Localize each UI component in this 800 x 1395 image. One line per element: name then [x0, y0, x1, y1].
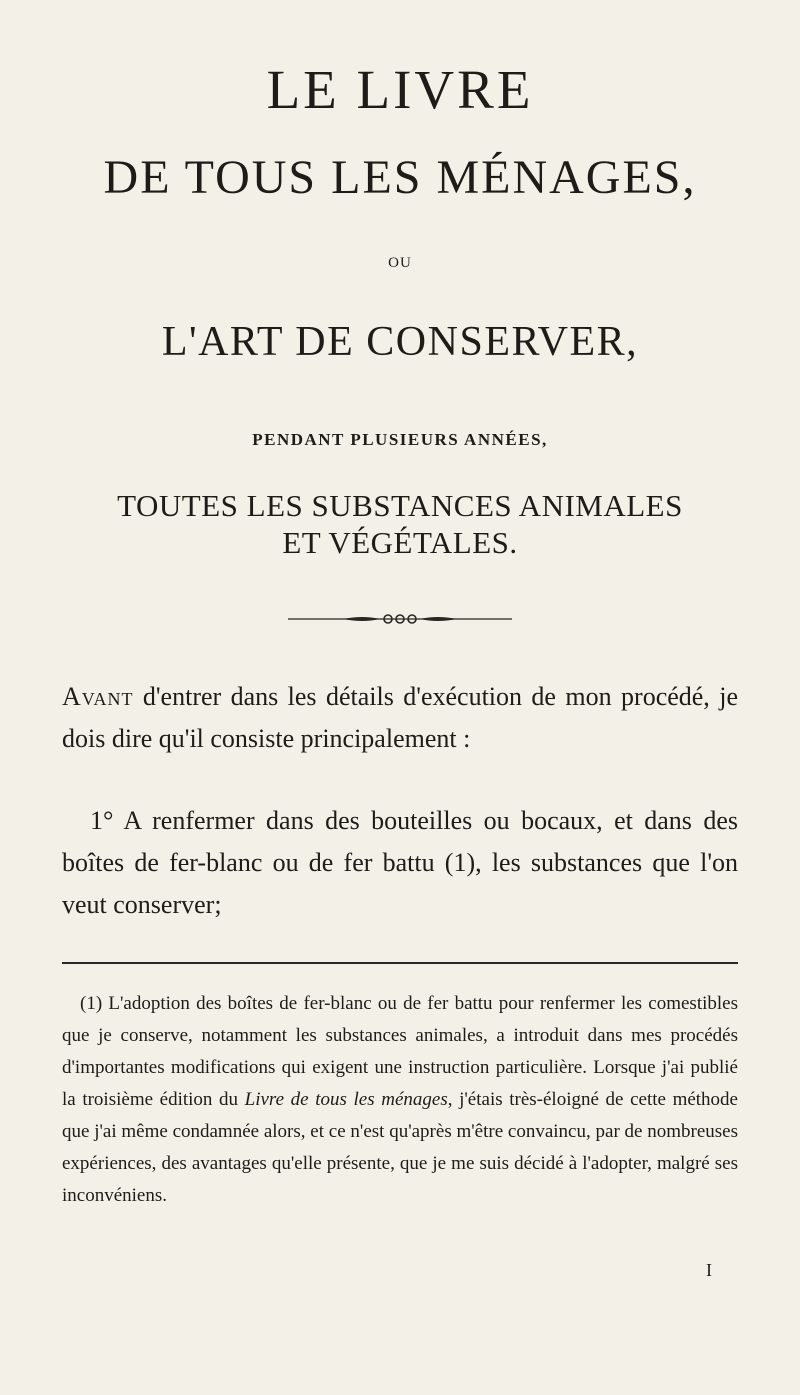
footnote-separator	[62, 962, 738, 964]
paragraph-lead-word: Avant	[62, 682, 134, 711]
paragraph-intro	[62, 676, 738, 760]
title-line-7: ET VÉGÉTALES.	[282, 525, 518, 560]
ornament-divider-icon	[288, 612, 512, 626]
paragraph-first-point: 1° A renfermer dans des bouteilles ou bocaux, et dans des boîtes de fer-blanc ou de fer battu (1), les substances que l'on veut conserver;	[62, 806, 738, 919]
footnote-text-part2: , j'étais très-éloigné de cette méthode que j'ai même condamnée alors, et ce n'est qu'après m'être convaincu, par de nombreuses expériences, des avantages qu'elle présente, que je me suis décidé à l'adopter, malgré ses inconvéniens.	[62, 1089, 738, 1206]
title-line-3: OU	[388, 255, 412, 271]
title-line-4: L'ART DE CONSERVER,	[161, 319, 639, 365]
title-line-5: PENDANT PLUSIEURS ANNÉES,	[252, 430, 548, 449]
paragraph-intro-text: d'entrer dans les détails d'exécution de mon procédé, je dois dire qu'il consiste principalement :	[62, 682, 738, 753]
title-line-1: LE LIVRE	[266, 59, 534, 120]
footnote	[62, 988, 738, 1212]
title-line-6: TOUTES LES SUBSTANCES ANIMALES	[117, 488, 683, 523]
footnote-book-title: Livre de tous les ménages	[244, 1089, 448, 1110]
footnote-text-part1: (1) L'adoption des boîtes de fer-blanc ou de fer battu pour renfermer les comestibles que je conserve, notamment les substances animales, a introduit dans mes procédés d'importantes modifications qui exigent une instruction particulière. Lorsque j'ai publié la troisième édition du	[62, 993, 738, 1110]
title-line-2: DE TOUS LES MÉNAGES,	[103, 151, 697, 204]
signature-mark: I	[706, 1260, 712, 1280]
